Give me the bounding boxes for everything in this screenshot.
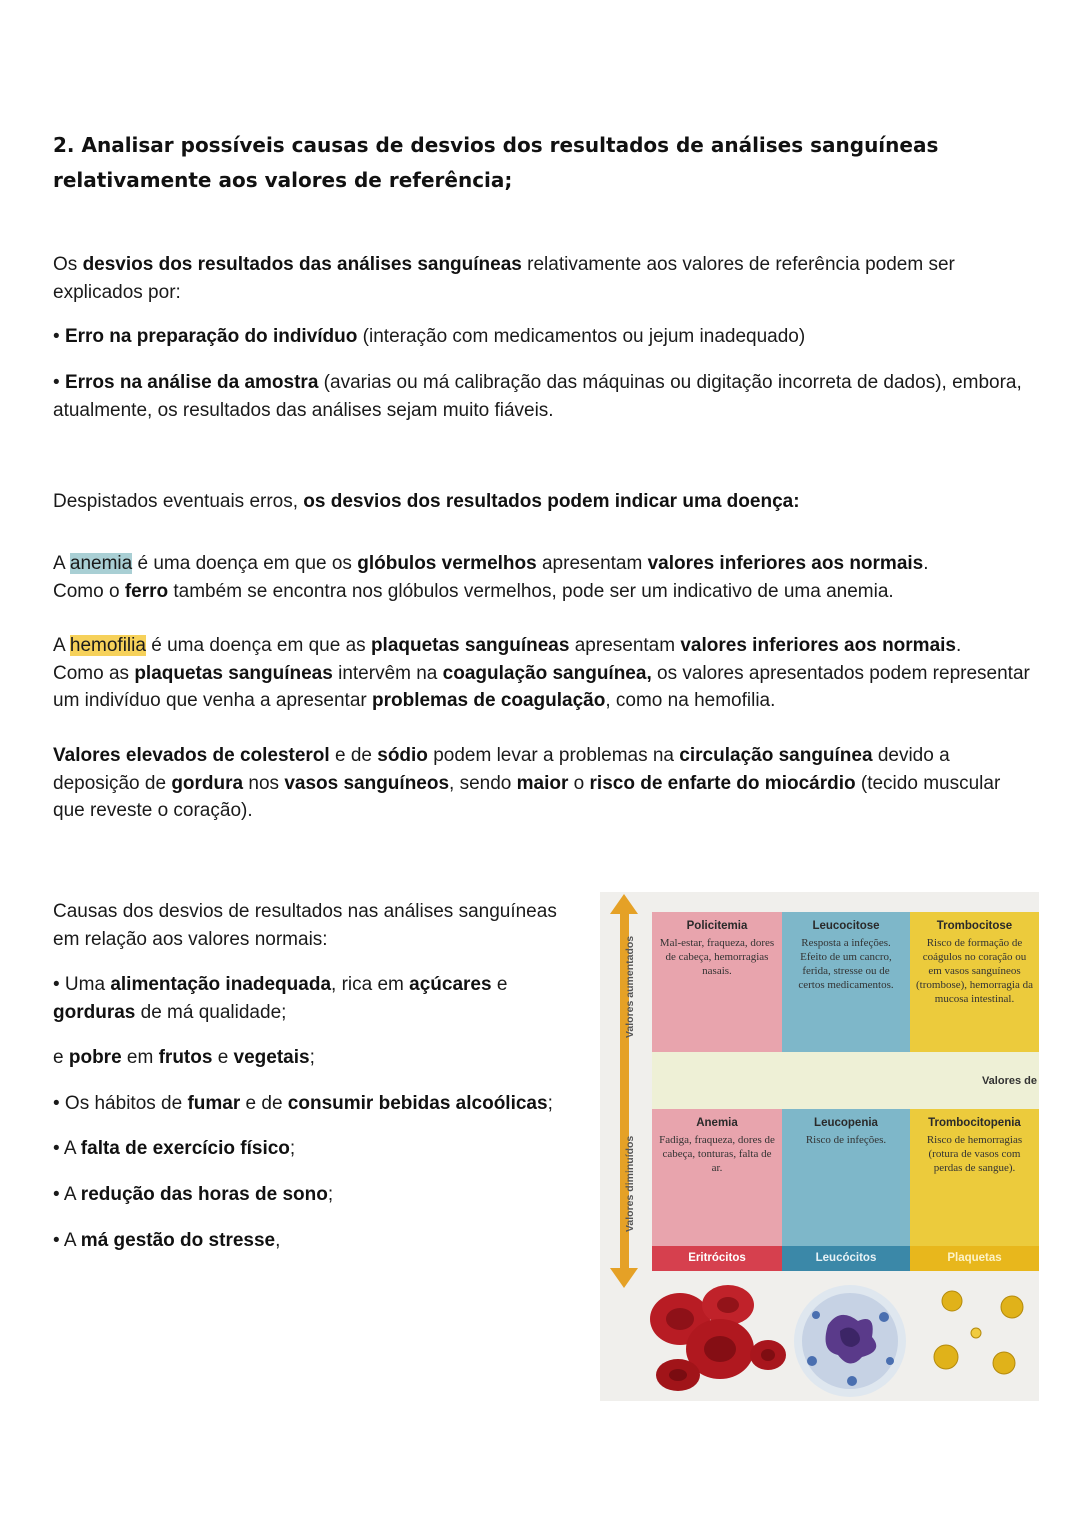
cause-item-food-cont: e pobre em frutos e vegetais;	[53, 1047, 315, 1068]
label-reference-values: Valores de	[981, 1075, 1037, 1087]
cell-title: Leucopenia	[814, 1117, 878, 1129]
cell-text: Risco de formação de coágulos no coração ou em vasos sanguíneos (trombose), hemorragia da mucosa intestinal.	[916, 937, 1033, 1005]
cell-anemia	[652, 1109, 782, 1246]
column-label-leucocitos: Leucócitos	[782, 1246, 910, 1271]
anemia-paragraph: A anemia é uma doença em que os glóbulos vermelhos apresentam valores inferiores aos normais. Como o ferro também se encontra nos glóbulos vermelhos, pode ser um indicativo de uma anemia.	[53, 553, 929, 602]
cell-text: Fadiga, fraqueza, dores de cabeça, tonturas, falta de ar.	[659, 1134, 775, 1174]
cell-leucopenia	[782, 1109, 910, 1246]
cell-text: Risco de infeções.	[805, 1134, 887, 1146]
cause-item-habits: • Os hábitos de fumar e de consumir bebidas alcoólicas;	[53, 1093, 553, 1114]
cell-title: Policitemia	[686, 920, 748, 932]
intro-paragraph: Os desvios dos resultados das análises sanguíneas relativamente aos valores de referência podem ser explicados por:	[53, 254, 955, 303]
label-increased-values: Valores aumentados	[624, 935, 636, 1038]
cell-text: Resposta a infeções. Efeito de um cancro, ferida, stresse ou de certos medicamentos.	[798, 937, 894, 991]
cell-title: Leucocitose	[812, 920, 880, 932]
cell-leucocitose	[782, 912, 910, 1052]
cell-title: Trombocitose	[936, 920, 1013, 932]
cause-item-food: • Uma alimentação inadequada, rica em açúcares e gorduras de má qualidade;	[53, 974, 508, 1023]
cell-policitemia	[652, 912, 782, 1052]
blood-cells-illustration	[600, 1277, 1039, 1401]
blood-values-figure	[600, 892, 1039, 1401]
cell-trombocitose	[910, 912, 1039, 1052]
cause-item-sleep: • A redução das horas de sono;	[53, 1184, 334, 1205]
hemofilia-paragraph: A hemofilia é uma doença em que as plaquetas sanguíneas apresentam valores inferiores aos normais. Como as plaquetas sanguíneas intervêm na coagulação sanguínea, os valores apresentados podem representar um indivíduo que venha a apresentar problemas de coagulação, como na hemofilia.	[53, 635, 1030, 711]
arrow-up-icon	[610, 894, 638, 914]
error-item-preparation: • Erro na preparação do indivíduo (interação com medicamentos ou jejum inadequado)	[53, 326, 806, 347]
section-heading: 2. Analisar possíveis causas de desvios dos resultados de análises sanguíneas relativamente aos valores de referência;	[53, 133, 939, 192]
disease-intro: Despistados eventuais erros, os desvios dos resultados podem indicar uma doença:	[53, 491, 800, 512]
label-decreased-values: Valores diminuídos	[624, 1135, 636, 1232]
platelets-icon	[934, 1291, 1023, 1374]
anemia-highlight: anemia	[69, 553, 133, 574]
cause-item-exercise: • A falta de exercício físico;	[53, 1138, 296, 1159]
column-label-plaquetas: Plaquetas	[910, 1246, 1039, 1271]
column-label-eritrocitos: Eritrócitos	[652, 1246, 782, 1271]
causes-intro: Causas dos desvios de resultados nas análises sanguíneas em relação aos valores normais:	[53, 901, 557, 950]
cell-title: Trombocitopenia	[928, 1117, 1021, 1129]
cell-trombocitopenia	[910, 1109, 1039, 1246]
colesterol-paragraph: Valores elevados de colesterol e de sódio podem levar a problemas na circulação sanguínea devido a deposição de gordura nos vasos sanguíneos, sendo maior o risco de enfarte do miocárdio (tecido muscular que reveste o coração).	[53, 745, 1001, 821]
white-blood-cell-icon	[794, 1285, 906, 1397]
error-item-analysis: • Erros na análise da amostra (avarias ou má calibração das máquinas ou digitação incorreta de dados), embora, atualmente, os resultados das análises sejam muito fiáveis.	[53, 372, 1022, 421]
cell-text: Risco de hemorragias (rotura de vasos com perdas de sangue).	[926, 1134, 1023, 1174]
hemofilia-highlight: hemofilia	[69, 635, 146, 656]
red-blood-cells-icon	[650, 1285, 786, 1391]
cell-text: Mal-estar, fraqueza, dores de cabeça, hemorragias nasais.	[659, 937, 775, 977]
normal-values-band	[652, 1052, 1039, 1109]
cause-item-stress: • A má gestão do stresse,	[53, 1230, 281, 1251]
cell-title: Anemia	[696, 1117, 738, 1129]
